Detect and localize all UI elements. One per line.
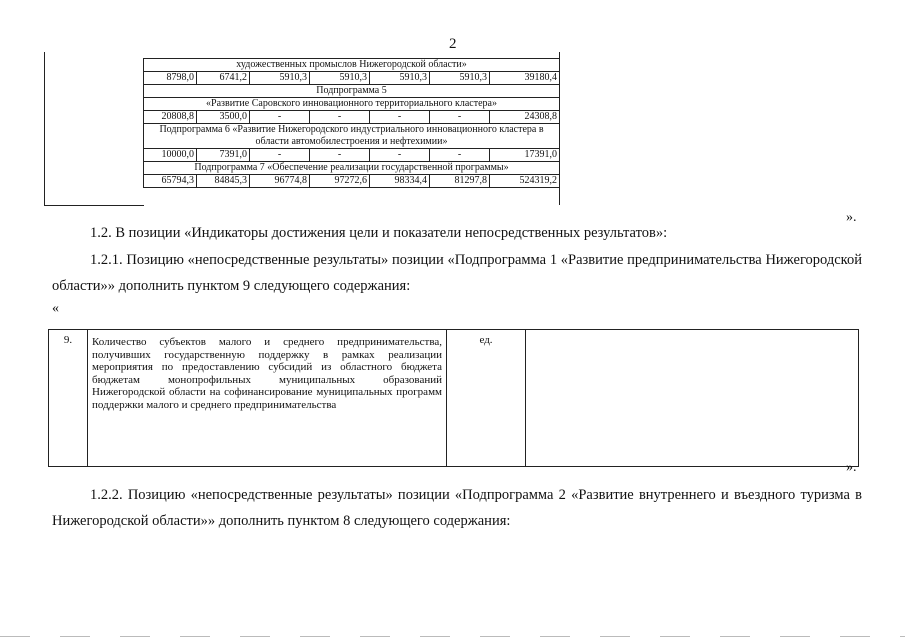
subprogram-header: «Развитие Саровского инновационного территориального кластера» bbox=[144, 98, 560, 111]
budget-cell: 20808,8 bbox=[144, 111, 197, 124]
budget-cell: 6741,2 bbox=[197, 72, 250, 85]
table-left-frame bbox=[44, 52, 144, 206]
budget-cell: - bbox=[370, 149, 430, 162]
budget-cell: 17391,0 bbox=[490, 149, 560, 162]
budget-cell: 98334,4 bbox=[370, 175, 430, 188]
quote-close-1: ». bbox=[846, 210, 857, 225]
table-row bbox=[144, 72, 560, 85]
table-row bbox=[144, 162, 560, 175]
budget-cell: - bbox=[430, 149, 490, 162]
subprogram-header: Подпрограмма 6 «Развитие Нижегородского индустриального инновационного кластера в области автомобилестроения и нефтехимии» bbox=[144, 124, 560, 149]
budget-cell: - bbox=[250, 149, 310, 162]
budget-cell: 5910,3 bbox=[430, 72, 490, 85]
quote-close-2: ». bbox=[846, 460, 857, 475]
budget-cell: - bbox=[250, 111, 310, 124]
quote-open: « bbox=[52, 301, 59, 316]
subprogram-header: Подпрограмма 5 bbox=[144, 85, 560, 98]
budget-cell: 5910,3 bbox=[310, 72, 370, 85]
budget-cell: 10000,0 bbox=[144, 149, 197, 162]
budget-cell: 3500,0 bbox=[197, 111, 250, 124]
table-row bbox=[144, 149, 560, 162]
budget-cell: 24308,8 bbox=[490, 111, 560, 124]
paragraph-1-2: 1.2. В позиции «Индикаторы достижения цели и показатели непосредственных результатов»: bbox=[90, 225, 668, 241]
table-row bbox=[144, 98, 560, 111]
indicator-name: Количество субъектов малого и среднего предпринимательства, получивших государственную поддержку в рамках реализации мероприятия по предоставлению субсидий из областного бюджета бюджетам монопрофильных муниципальных образований Нижегородской области на софинансирование муниципальных программ поддержки малого и среднего предпринимательства bbox=[88, 330, 447, 467]
indicator-value bbox=[526, 330, 859, 467]
budget-cell: 5910,3 bbox=[250, 72, 310, 85]
budget-cell: 81297,8 bbox=[430, 175, 490, 188]
budget-cell: 84845,3 bbox=[197, 175, 250, 188]
budget-cell: 65794,3 bbox=[144, 175, 197, 188]
budget-cell: - bbox=[310, 149, 370, 162]
table-row bbox=[144, 85, 560, 98]
indicator-number: 9. bbox=[49, 330, 88, 467]
table-row bbox=[144, 59, 560, 72]
budget-cell: 96774,8 bbox=[250, 175, 310, 188]
budget-cell: 7391,0 bbox=[197, 149, 250, 162]
paragraph-1-2-1: 1.2.1. Позицию «непосредственные результаты» позиции «Подпрограмма 1 «Развитие предпринимательства Нижегородской области»» дополнить пунктом 9 следующего содержания: bbox=[52, 252, 862, 294]
budget-cell: - bbox=[430, 111, 490, 124]
budget-table bbox=[143, 58, 560, 188]
paragraph-1-2-2: 1.2.2. Позицию «непосредственные результаты» позиции «Подпрограмма 2 «Развитие внутреннего и въездного туризма в Нижегородской области»» дополнить пунктом 8 следующего содержания: bbox=[52, 487, 862, 529]
table-row bbox=[144, 175, 560, 188]
table-row bbox=[49, 330, 859, 467]
table-row bbox=[144, 124, 560, 149]
table-row bbox=[144, 111, 560, 124]
budget-cell: 8798,0 bbox=[144, 72, 197, 85]
indicator-table bbox=[48, 329, 859, 467]
subprogram-header: художественных промыслов Нижегородской области» bbox=[144, 59, 560, 72]
budget-cell: - bbox=[370, 111, 430, 124]
indicator-unit: ед. bbox=[447, 330, 526, 467]
budget-cell: 5910,3 bbox=[370, 72, 430, 85]
page-number: 2 bbox=[449, 36, 457, 52]
budget-cell: 97272,6 bbox=[310, 175, 370, 188]
budget-cell: 39180,4 bbox=[490, 72, 560, 85]
subprogram-header: Подпрограмма 7 «Обеспечение реализации государственной программы» bbox=[144, 162, 560, 175]
budget-cell: 524319,2 bbox=[490, 175, 560, 188]
budget-cell: - bbox=[310, 111, 370, 124]
scan-artifact-line bbox=[0, 636, 905, 637]
